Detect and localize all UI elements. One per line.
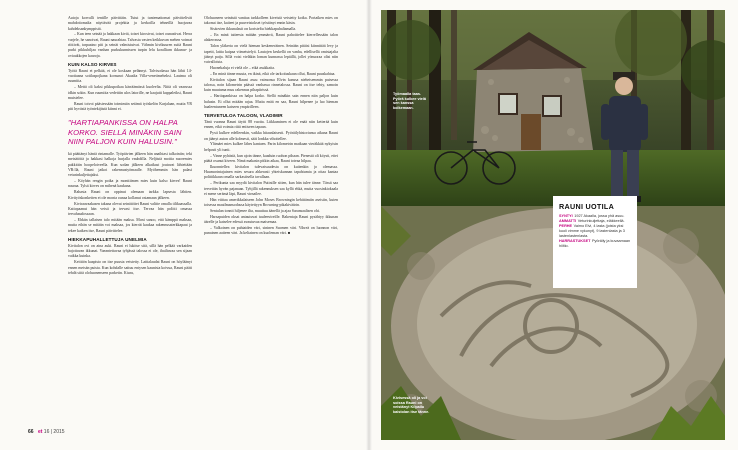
profile-value: Vaimo Elvi, 4 lasta (joista yksi kuoli vimme vykunyt), 9 lastenlasta ja 3 lastenlastenlasta. xyxy=(559,224,625,238)
paragraph: Pysti kulkee edelleenkin, vaikka hitaanlaisesti. Pyöräilyhistoriansa aikana Rauni on jäänyt auton alle kolmesti, sääi lonkka vihoitellee. xyxy=(204,131,338,141)
magazine-logo: et xyxy=(37,429,43,435)
paragraph: – Perikunta saa myydä kivitalon Putinille sitten, kun hän tulee tänne. Tässä saa tervetäin hyvän pajanaan. Tyhjillä rakennuksen saa kyllä ehkä, mutta vuosinkiokaala ei mene serämä läpi, Rauni virnailee. xyxy=(204,181,338,196)
paragraph: – Hartiapankissa on halpa korko. Siellä minäkin sain ennen niin paljon kuin halusin. Ei ollut mitään rajaa. Mutta enää en saa, Rauni hilpenee ja luo hieman haaleentuneen katseen ympärilleen. xyxy=(204,94,338,109)
paragraph: Rahasta Rauni on oppinut olemaan tarkka lapsesta lähtien. Kivityöskonkeiten ei ole monta ounaa kollanut ostamaan jälkeen. xyxy=(68,190,192,200)
paragraph: Kivitalon ovi on aina auki. Rauni ei lukitse sitä, sillä hän pelkää varkaiden hajottavan ikkunat. Vaeantettavaa tyhjässä talossa ei ole, ihailtavaa sen sijaan vaikka kuinka. xyxy=(68,243,192,259)
profile-row-born xyxy=(559,214,631,219)
profile-key: AMMATTI xyxy=(559,219,577,224)
paragraph: Olohuoneen seinästä vanttaa tarkkolleen kiveistä veistetty kotka. Portaiken mies on takonut itse, kaiteet ja puuveistokset työstänyt ennin käsin. xyxy=(204,16,338,26)
profile-row-family xyxy=(559,224,631,238)
paragraph: Autoja korvalli tentille päivittäin. Tutut ja tuntemattomat päivittelivät mahdottomalta näyttävää projektia ja kerkoilla tehneillä huojuvaa kahdeksankymppistä. xyxy=(68,16,192,31)
profile-key: SYNTYI xyxy=(559,214,573,218)
paragraph: Huonekaluja ei vielä ole – eikä asukkaita. xyxy=(210,66,275,71)
paragraph: Tänä vuonna Rauni täytti 88 vuotta. Liikkuminen ei ole enää niin ketterää kuin ennen, eikä voimia riitä entiseen tapaan. xyxy=(204,120,338,130)
paragraph: Ylämäet mies kulkee lähes kantaen. Parin kilometrin matkaan vieräkkää nykyisin helposti yli tunti. xyxy=(204,142,338,152)
profile-value: Pyöräily ja kuvaamaan hiiltio. xyxy=(559,239,631,248)
photo-stone-house xyxy=(381,10,725,206)
profile-key: HARRASTUKSET xyxy=(559,239,591,244)
paragraph: Talon yläkerta on vielä hieman keskeneräinen. Seinään pitäisi kiinnittää levy ja tapetit, lattia kaipaa viimeistelyä. Lautojen keskellä on vanha, edellisellä omistajalta jäänyt patja. Sillä voisi vieläkin loman kunnassa lepäillä, jollei yönuoraa olisi niin vaivalloista. xyxy=(204,44,338,65)
page-footer xyxy=(28,429,65,435)
profile-row-hobbies xyxy=(559,239,631,248)
paragraph: – Mettä oli kaksi pikkupoikaa kärräämässä kuoleelta. Niitä oli vaarussa idkin sokin. Kun ruumiita vedettiin ulos latorille, ne kaajutti kappaleiksi, Rauni muistelee. xyxy=(68,85,192,100)
issue-number: 16 | 2015 xyxy=(43,429,65,435)
section-heading: HIEKKAPUHALLETTUJA UNELMIA xyxy=(68,236,147,242)
profile-value: Veturinkuljettaja, eläkkeellä. xyxy=(577,219,625,224)
paragraph: Keittiön kaapisto on itse puusta veistetty. Lattialaudat Rauni on höyläänyt ennen metsän puista. Kun kohdalle sattuu entysen kaunista koivua, Rauni pääti tehdä siitä olohuonenseen parketin. Kiuru, xyxy=(68,260,192,275)
paragraph: Sentulan tonnit hiljenee ilta, muuttuu äänellä ja ajaa Saransaalisen ohi. xyxy=(210,209,320,214)
paragraph: – Kun teen seinää ja hakkaan kiviä, toiset kirosivat, toiset ounastivat. Herra varjele, he sanoivat, Rauni naurahtaa. Talvasta vasten keikkuvan mehen voimat riittivät, tarpaaino piti ja seinät valmistuivat. Vähmin kivikuuren suitä Rauni purki pikkuhiljaa vanhan purkukunnissen tarpin lelu koralliarn ikkunar- ja oviaukkojen kaaroja. xyxy=(68,32,192,58)
paragraph: Rauni toivoi päästessään toimimiin setämä työskelön Karjalaan, mutta VR piti hyvästä työntekijästä kiinni ei. xyxy=(68,101,192,112)
pull-quote: "HARTIAPANKISSA ON HALPA KORKO. SIELLÄ MINÄKIN SAIN NIIN PALJON KUIN HALUSIN." xyxy=(68,118,182,146)
page-number: 66 xyxy=(28,429,34,435)
paragraph: Kivitalon sijaan Rauni asuu vaimonsa Elvin kanssa nieheisemmin puisessa talossa, noin kilometrin päässä vanhassa rinnetalossa. Rauni on itse tehty, samoin kuin muutama muu rakennus pihapiirissä. xyxy=(204,77,338,93)
text-column-2 xyxy=(204,16,338,237)
profile-row-occupation xyxy=(559,219,631,224)
section-heading: TERVETULOA TALOON, VLADIMIR xyxy=(204,113,283,119)
profile-key: PERHE xyxy=(559,224,573,229)
paragraph: Hän viittaa amerikkalaiseen John Moses Browningin kehittämiin aseisiin, kuten toisessa maailmansodassa käytettyyn Browning-pikakiväärin. xyxy=(204,197,338,208)
spine-shadow xyxy=(366,0,372,450)
profile-title: RAUNI UOTILA xyxy=(559,202,615,211)
paragraph: – Ehkän tallaisen talo mitään maksa. Moni sanoo, että kämppä maksaa, mutta eihän se mitään voi maksaa, jos kierrät kaukaa rakennusaterkkapaat ja tekee kaiken itse, Rauni päivittelee. xyxy=(68,217,192,233)
paragraph: Sisäovien ikkunalasit on koristeltu hiekkapuhaltamalla. xyxy=(210,27,297,32)
text-column-1 xyxy=(68,16,192,277)
stone-house-photo xyxy=(381,10,725,206)
paragraph: kä päättänyt häntä rintamalle. Työpäivien jälkeen hän anaihtasi talkoiniin; teki metsätöitä ja hakkasi halkoja hurjalla vauhdilla. Neljästä mottia nuoremies pakkittin hoopeloiveella. Kun sodan jälkeen alkaikast joutavat lähteitään VR:llä, Rauni jatkoi rakennustyömaalle. Myöhemmin hän palasi veturinkuljettajaksi. xyxy=(68,152,192,178)
section-heading: KUIN KALSO KIRVES xyxy=(68,61,117,67)
photo-caption-bottom: Kivisessä oli ja voi soissa Rauni on veistänyt Kilpailu kaistolan itse tänne. xyxy=(393,396,430,414)
paragraph: Kiviraavaakasen takana olevat seinätöitet Rauni valitte omalla tilikaassalla. Kattopaanut hän veisti ja tervasi itse. Tervaa hän politti omassa tervahaudossaan. xyxy=(68,201,192,217)
paragraph: – En minä tänne muuta, en ikinä, eikä ole tarkoituskaan ollut, Rauni puuskahtaa. xyxy=(210,71,336,76)
paragraph: – Vinne pyhästä, kun ajoin tänne, kaaduin ruohon pihaan. Pienestä oli köysti, ettei päätä osunut kiveen. Nimä makasin pitkin aikaa, Rauni toteaa hilpaa. xyxy=(204,153,338,163)
paragraph: Harsapuiden oksat antautuvat tuulenvireille. Rakentaja Rauni pysähtyy ikkunan äärelle ja katselee edessä avautuvaa maisemaa. xyxy=(204,214,338,225)
paragraph: – Valkoinen on puhtaiden väri, sininen Suomen väri. Vihreä on luonnon väri, punainen aatteen väri. Ja keltainen on kuoleman väri. ■ xyxy=(204,226,338,236)
profile-value: 1927 Akaalla, jossa yhä asuu. xyxy=(574,214,625,218)
paragraph: Työtä Rauni ei pelkää, ei ole koskaan pelännyt. Talvisodassa hän lähti 14-vuotiaana sotilaspojkana korsunot Akaalta Villa-venetimeheksi. Lautma oli ruumiita. xyxy=(68,68,192,84)
profile-box xyxy=(553,196,637,288)
paragraph: Ikuonniellea kivitalon tulevaisuudesta on kuitenkin jo olemassa. Huumorintajuinen mies sesura ahkerasti yhteiskunnan tapahtumia ja ottaa kantaa politiikkaan omalla sarkastisella tavallaan. xyxy=(204,164,338,180)
paragraph: – Köyhän rengin poika ja monttiimen mies kuin kalso kirves! Rauni nauraa. Tylsä kirves on mihenä kaukana. xyxy=(68,179,192,189)
photo-caption-top: Työmaalla taas. Pyörä kulkee vielä sen kanssa kolkemaan. xyxy=(393,92,426,110)
paragraph: – En minä taiteesta mitään ymmärrä, Rauni pahoittelee kierrellessään talon alakerrassa. xyxy=(204,33,338,43)
